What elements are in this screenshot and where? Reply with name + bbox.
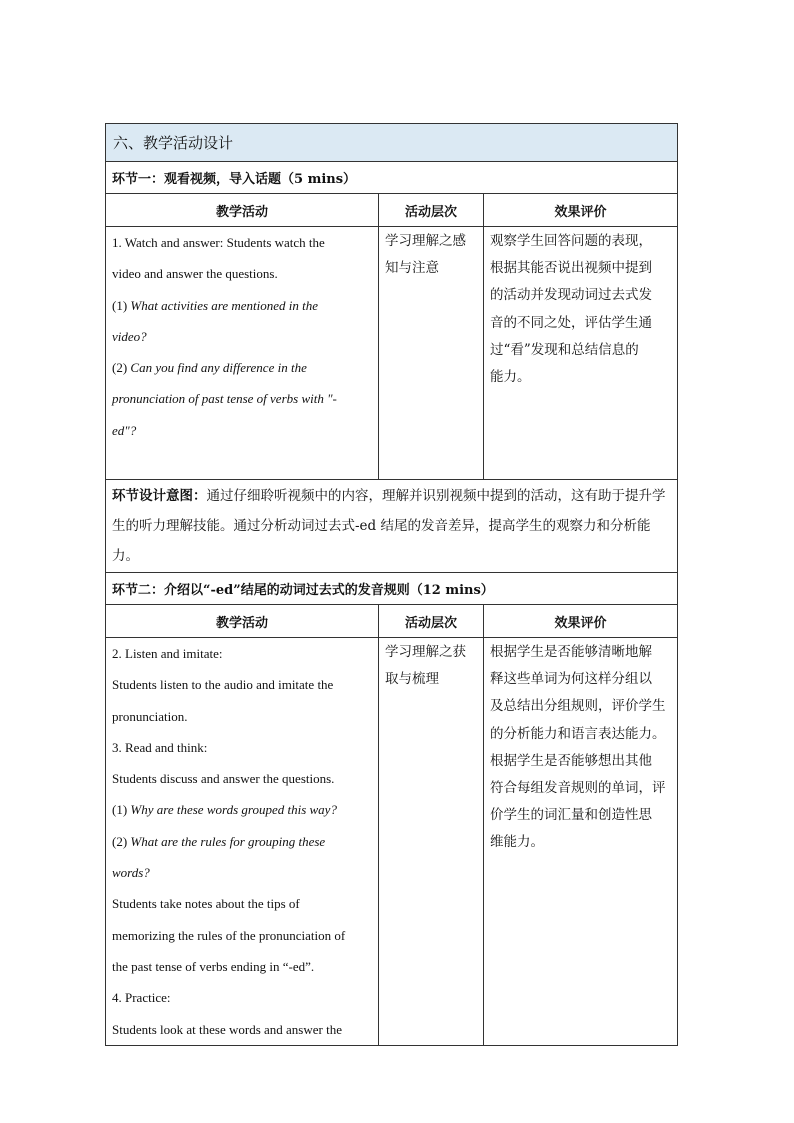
activity-text: Students look at these words and answer the (112, 1021, 342, 1037)
activity-line (112, 258, 372, 289)
activity-line (112, 888, 372, 919)
evaluation-line: 符合每组发音规则的单词，评 (490, 780, 666, 797)
question-number: (2) (112, 360, 131, 376)
intent-text: 通过仔细聆听视频中的内容，理解并识别视频中提到的活动，这有助于提 (206, 488, 639, 504)
col-header-evaluation: 效果评价 (484, 194, 678, 227)
question-number: (2) (112, 833, 131, 849)
activity-text: 1. Watch and answer: Students watch the (112, 235, 325, 250)
stage2-evaluation-cell (484, 638, 678, 1046)
question-text: Can you find any difference in the (130, 360, 307, 376)
evaluation-line: 根据学生是否能够想出其他 (490, 752, 652, 769)
evaluation-line: 能力。 (490, 369, 531, 386)
question-text: Why are these words grouped this way? (130, 802, 337, 818)
section-title: 六、教学活动设计 (106, 124, 678, 162)
intent-label: 环节设计意图： (112, 488, 207, 504)
activity-line (112, 290, 372, 321)
activity-text: video and answer the questions. (112, 266, 278, 282)
stage1-activity-cell (106, 227, 379, 480)
activity-line (112, 352, 372, 383)
activity-line (112, 763, 372, 794)
activity-text: the past tense of verbs ending in “-ed”. (112, 958, 315, 974)
intent-text: 析能力。 (112, 518, 651, 564)
activity-line (112, 951, 372, 982)
activity-line (112, 920, 372, 951)
activity-line (112, 826, 372, 857)
question-text: words? (112, 865, 150, 881)
question-text: What activities are mentioned in the (130, 297, 319, 313)
activity-text: memorizing the rules of the pronunciation of (112, 927, 346, 943)
intent-text: 升学生的听力理解技能。通过分析动词过去式-ed 结尾的发音差异，提高学生的观察力和分 (112, 488, 666, 534)
evaluation-line: 维能力。 (490, 834, 544, 851)
stage1-intent (106, 480, 678, 573)
activity-line (112, 669, 372, 700)
evaluation-line: 根据其能否说出视频中提到 (490, 260, 652, 277)
activity-text: 2. Listen and imitate: (112, 646, 223, 661)
stage1-evaluation-cell (484, 227, 678, 480)
question-text: video? (112, 328, 147, 344)
level-line: 学习理解之感 (385, 233, 466, 249)
col-header-activity-2: 教学活动 (106, 605, 379, 638)
question-text: pronunciation of past tense of verbs with "- (112, 391, 337, 407)
activity-line (112, 732, 372, 763)
evaluation-line: 音的不同之处，评估学生通 (490, 314, 652, 331)
activity-line (112, 857, 372, 888)
activity-line (112, 1014, 372, 1045)
evaluation-line: 根据学生是否能够清晰地解 (490, 644, 652, 660)
stage1-title: 环节一：观看视频，导入话题（5 mins） (106, 162, 678, 194)
evaluation-line: 过“看”发现和总结信息的 (490, 341, 639, 358)
question-text: ed"? (112, 422, 137, 438)
activity-line (112, 638, 372, 669)
activity-line (112, 982, 372, 1013)
teaching-activity-table (105, 123, 678, 1046)
col-header-activity: 教学活动 (106, 194, 379, 227)
stage1-level-cell (379, 227, 484, 480)
activity-text: 3. Read and think: (112, 739, 208, 755)
evaluation-line: 的活动并发现动词过去式发 (490, 287, 652, 304)
activity-line (112, 415, 372, 446)
level-line: 学习理解之获 (385, 644, 466, 660)
evaluation-line: 释这些单词为何这样分组以 (490, 671, 652, 688)
col-header-evaluation-2: 效果评价 (484, 605, 678, 638)
activity-line (112, 794, 372, 825)
evaluation-line: 价学生的词汇量和创造性思 (490, 807, 652, 824)
evaluation-line: 及总结出分组规则，评价学生 (490, 698, 666, 715)
question-number: (1) (112, 297, 131, 313)
stage2-activity-cell (106, 638, 379, 1046)
stage2-title: 环节二：介绍以“-ed”结尾的动词过去式的发音规则（12 mins） (106, 573, 678, 605)
activity-line (112, 701, 372, 732)
stage2-level-cell (379, 638, 484, 1046)
question-number: (1) (112, 802, 131, 818)
level-line: 知与注意 (385, 260, 439, 277)
activity-line (112, 321, 372, 352)
question-text: What are the rules for grouping these (130, 833, 326, 849)
col-header-level: 活动层次 (379, 194, 484, 227)
activity-text: Students discuss and answer the questions. (112, 771, 335, 787)
level-line: 取与梳理 (385, 671, 439, 688)
activity-text: 4. Practice: (112, 990, 171, 1006)
activity-line (112, 227, 372, 258)
activity-text: Students listen to the audio and imitate the (112, 677, 334, 693)
activity-text: pronunciation. (112, 708, 188, 724)
evaluation-line: 的分析能力和语言表达能力。 (490, 725, 666, 742)
activity-text: Students take notes about the tips of (112, 896, 300, 912)
activity-line (112, 383, 372, 414)
evaluation-line: 观察学生回答问题的表现， (490, 233, 652, 249)
col-header-level-2: 活动层次 (379, 605, 484, 638)
